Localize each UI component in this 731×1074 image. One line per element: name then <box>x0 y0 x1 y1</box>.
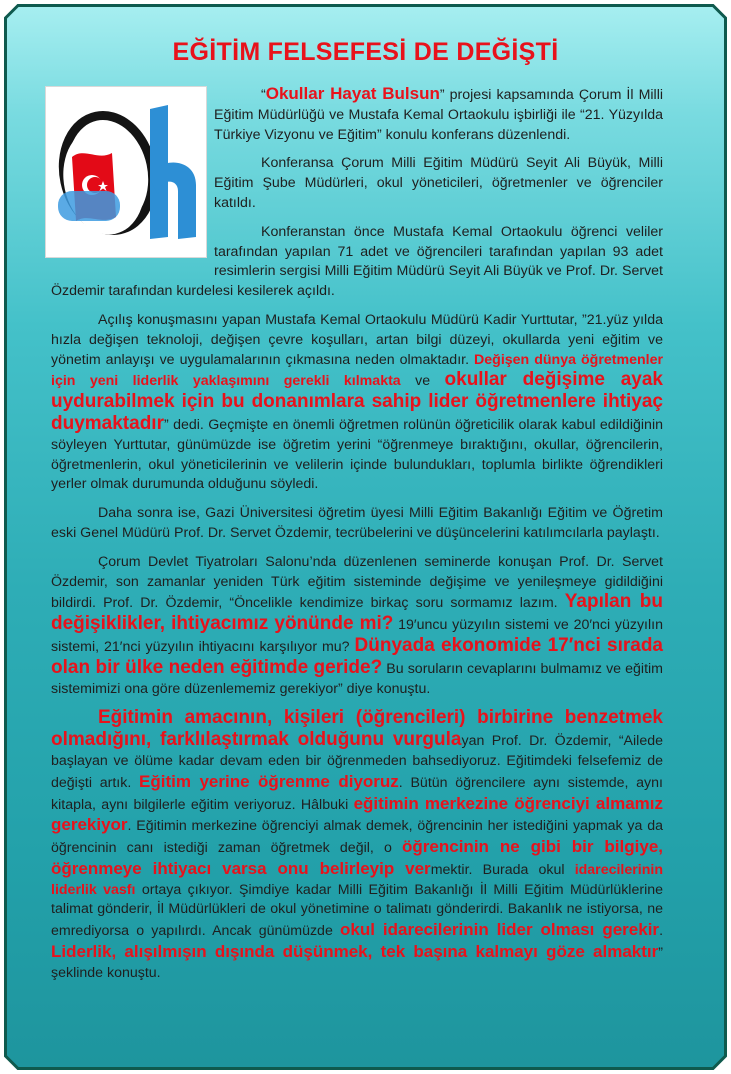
article-body <box>51 84 663 993</box>
highlight-student-centered: eğitimin merkezine öğrenciyi almamız gerekiyor <box>51 793 663 835</box>
highlight-leader-teachers: okullar değişime ayak uydurabilmek için bu donanımlara sahip lider öğretmenlere ihtiyaç duymaktadır <box>51 369 663 434</box>
paragraph-4-text: ve <box>400 373 445 390</box>
paragraph-1-text: ” projesi kapsamında Çorum İl Milli Eğitim Müdürlüğü ve Mustafa Kemal Ortaokulu işbirliği ile “21. Yüzyılda Türkiye Vizyonu ve Eğitim” konulu konferans düzenlendi. <box>214 87 663 143</box>
article-title: EĞİTİM FELSEFESİ DE DEĞİŞTİ <box>172 38 559 66</box>
paragraph-7 <box>51 708 663 983</box>
project-name-highlight: Okullar Hayat Bulsun <box>265 84 440 103</box>
highlight-student-needs: öğrencinin ne gibi bir bilgiye, öğrenmeye ihtiyacı varsa onu belirleyip ver <box>51 837 663 878</box>
paragraph-7-text: . Bütün öğrencilere aynı sistemde, aynı kitapla, aynı bilgilerle eğitim veriyoruz. Hâlbuki <box>51 774 663 813</box>
logo-spacer <box>51 84 214 272</box>
highlight-leadership-definition: Liderlik, alışılmışın dışında düşünmek, tek başına kalmayı göze almaktır <box>51 942 659 962</box>
paragraph-6-text: Çorum Devlet Tiyatroları Salonu’nda düzenlenen seminerde konuşan Prof. Dr. Servet Özdemir, son zamanlar yeniden Türk eğitim sisteminde değişime ve yenileşmeye gidildiğini bildirdi. Prof. Dr. Özdemir, “Öncelikle kendimize birkaç soru sormamız lazım. <box>51 553 663 612</box>
paragraph-7-text: yan Prof. Dr. Özdemir, “Ailede başlayan ve ölüme kadar devam eden bir öğrenmeden bahsediyoruz. Eğitimdeki felsefemiz de değişti artık. <box>51 733 663 791</box>
paragraph-6 <box>51 553 663 700</box>
paragraph-5: Daha sonra ise, Gazi Üniversitesi öğretim üyesi Milli Eğitim Bakanlığı Eğitim ve Öğretim eski Genel Müdürü Prof. Dr. Servet Özdemir, tecrübelerini ve düşüncelerini katılımcılarla paylaştı. <box>51 505 663 541</box>
paragraph-7-text: mektir. Burada okul <box>430 861 575 878</box>
quote-mark: “ <box>261 87 266 103</box>
paragraph-4-text: ” dedi. Geçmişte en önemli öğretmen rolünün öğreticilik olarak kabul edildiğinin söyleyen Yurttutar, günümüzde ise öğretim yerini “öğrenmeye bıraktığını, okullar, öğrencilerin, öğretmenlerin, okul yöneticilerinin ve velilerin içinde bulundukları, toplumla birlikte öğrendikleri yerler olmak durumunda olduğunu söyledi. <box>51 416 663 493</box>
highlight-economy-question: Dünyada ekonomide 17′nci sırada olan bir ülke neden eğitimde geride? <box>51 634 663 678</box>
highlight-changing-world: Değişen dünya öğretmenler için yeni liderlik yaklaşımını gerekli kılmakta <box>51 351 664 390</box>
paragraph-3: Konferanstan önce Mustafa Kemal Ortaokulu öğrenci veliler tarafından yapılan 71 adet ve öğrencileri tarafından yapılan 93 adet resimlerin sergisi Milli Eğitim Müdürü Seyit Ali Büyük ve Prof. Dr. Servet Özdemir tarafından kurdelesi kesilerek açıldı. <box>51 223 663 300</box>
highlight-changes-question: Yapılan bu değişiklikler, ihtiyacımız yönünde mi? <box>51 591 663 635</box>
paragraph-7-text: . <box>659 923 664 940</box>
paragraph-7-text: . Eğitimin merkezine öğrenciyi almak demek, öğrencinin her istediğini yapmak ya da öğrencinin canı istediği zaman öğretmek değil, o <box>51 818 663 857</box>
highlight-administrators-leaders: okul idarecilerinin lider olması gerekir <box>340 920 660 940</box>
paragraph-2: Konferansa Çorum Milli Eğitim Müdürü Seyit Ali Büyük, Milli Eğitim Şube Müdürleri, okul yöneticileri, öğretmenler ve öğrenciler katıldı. <box>214 155 663 211</box>
paragraph-4 <box>51 311 663 495</box>
highlight-purpose-of-education: Eğitimin amacının, kişileri (öğrencileri) birbirine benzetmek olmadığını, farklılaştırmak olduğunu vurgula <box>51 707 663 751</box>
paragraph-7-text: ” şeklinde konuştu. <box>51 945 663 981</box>
highlight-learning-instead: Eğitim yerine öğrenme diyoruz <box>139 771 399 791</box>
highlight-leadership-quality: idarecilerinin liderlik vasfı <box>51 861 663 898</box>
paragraph-6-text: Bu soruların cevaplarını bulmamız ve eğitim sistemimizi ona göre düzenlememiz gerekiyor” diye konuştu. <box>51 660 663 697</box>
paragraph-4-text: Açılış konuşmasını yapan Mustafa Kemal Ortaokulu Müdürü Kadir Yurttutar, ”21.yüz yılda hızla değişen teknoloji, değişen çevre koşulları, artan bilgi düzeyi, okullarda yeni eğitim ve yönetim anlayışı ve uygulamalarının çıkmasına neden olmaktadır. <box>51 311 663 368</box>
paragraph-7-text: ortaya çıkıyor. Şimdiye kadar Milli Eğitim Bakanlığı İl Milli Eğitim Müdürlüklerine talimat gönderir, İl Müdürlükleri de okul yönetimine o talimatı gönderirdi. Bakanlık ne istiyorsa, ne emrediyorsa o yapılırdı. Ancak günümüzde <box>51 881 664 940</box>
paragraph-6-text: 19′uncu yüzyılın sistemi ve 20′nci yüzyılın sistemi, 21′nci yüzyılın ihtiyacını karşılıyor mu? <box>51 617 663 655</box>
